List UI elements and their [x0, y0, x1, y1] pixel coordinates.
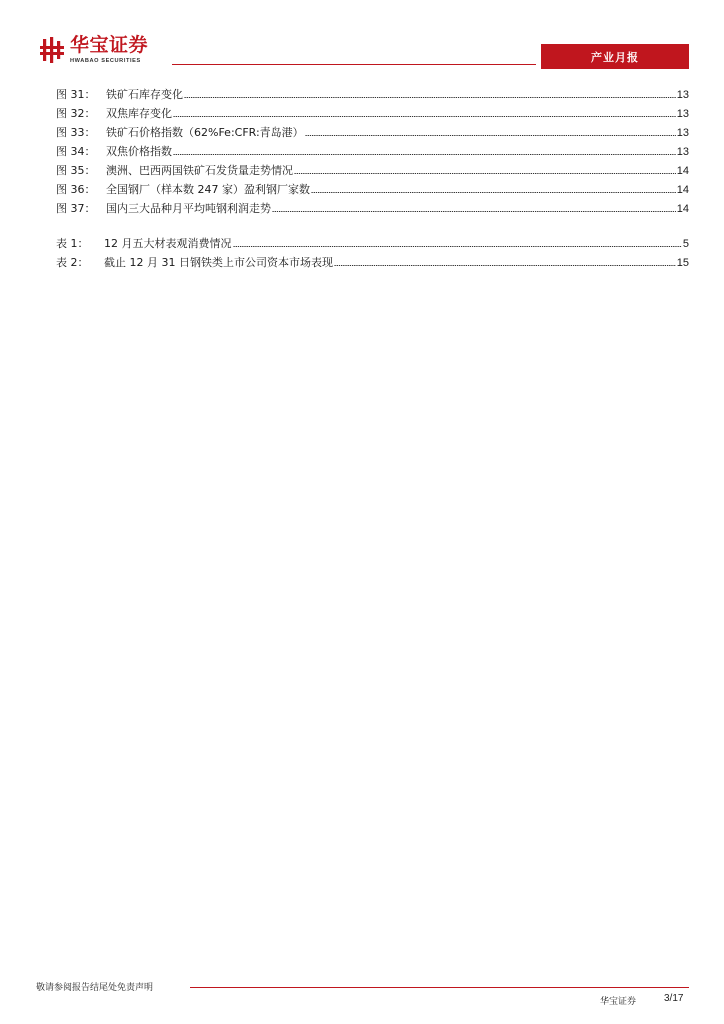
toc-title: 铁矿石价格指数（62%Fe:CFR:青岛港）: [106, 126, 304, 139]
toc-label: 图 34：: [56, 145, 96, 158]
toc-figure-31[interactable]: [56, 84, 689, 102]
dot-leader: [233, 245, 682, 248]
logo-chinese-name: 华宝证券: [70, 34, 149, 56]
dot-leader: [311, 191, 676, 194]
dot-leader: [184, 96, 676, 99]
toc-figure-35[interactable]: [56, 160, 689, 178]
toc-page-number: 13: [676, 89, 689, 101]
toc-title: 双焦价格指数: [106, 145, 172, 158]
toc-figure-33[interactable]: [56, 122, 689, 140]
toc-figure-36[interactable]: [56, 179, 689, 197]
footer-divider: [190, 987, 689, 988]
toc-page-number: 13: [676, 108, 689, 120]
toc-title: 截止 12 月 31 日钢铁类上市公司资本市场表现: [104, 256, 333, 269]
toc-page-number: 5: [682, 238, 689, 250]
toc-title: 澳洲、巴西两国铁矿石发货量走势情况: [106, 164, 293, 177]
page-number: 3/17: [664, 993, 684, 1004]
toc-figure-34[interactable]: [56, 141, 689, 159]
dot-leader: [305, 134, 676, 137]
toc-title: 国内三大品种月平均吨钢利润走势: [106, 202, 271, 215]
toc-page-number: 13: [676, 127, 689, 139]
toc-page-number: 14: [676, 184, 689, 196]
toc-page-number: 15: [676, 257, 689, 269]
disclaimer-note: 敬请参阅报告结尾处免责声明: [36, 983, 154, 993]
toc-label: 表 2：: [56, 256, 89, 269]
toc-page-number: 14: [676, 203, 689, 215]
toc-page-number: 13: [676, 146, 689, 158]
toc-title: 双焦库存变化: [106, 107, 172, 120]
toc-label: 图 35：: [56, 164, 96, 177]
hwabao-logo-icon: [40, 37, 64, 63]
toc-label: 图 36：: [56, 183, 96, 196]
dot-leader: [272, 210, 676, 213]
toc-table-2[interactable]: [56, 252, 689, 270]
dot-leader: [173, 115, 676, 118]
toc-figure-32[interactable]: [56, 103, 689, 121]
toc-page-number: 14: [676, 165, 689, 177]
toc-label: 图 32：: [56, 107, 96, 120]
toc-figure-37[interactable]: [56, 198, 689, 216]
footer-brand: 华宝证券: [600, 997, 637, 1007]
toc-label: 图 31：: [56, 88, 96, 101]
page-header: [0, 0, 724, 80]
toc-label: 图 33：: [56, 126, 96, 139]
company-logo: [40, 36, 148, 66]
toc-label: 图 37：: [56, 202, 96, 215]
report-type-badge: 产业月报: [541, 44, 689, 69]
toc-title: 全国钢厂（样本数 247 家）盈利钢厂家数: [106, 183, 310, 196]
dot-leader: [294, 172, 676, 175]
logo-english-name: HWABAO SECURITIES: [70, 58, 141, 64]
header-divider: [172, 64, 536, 65]
toc-title: 12 月五大材表观消费情况: [104, 237, 232, 250]
dot-leader: [173, 153, 676, 156]
toc-label: 表 1：: [56, 237, 89, 250]
dot-leader: [334, 264, 676, 267]
toc-table-1[interactable]: [56, 233, 689, 251]
toc-title: 铁矿石库存变化: [106, 88, 183, 101]
